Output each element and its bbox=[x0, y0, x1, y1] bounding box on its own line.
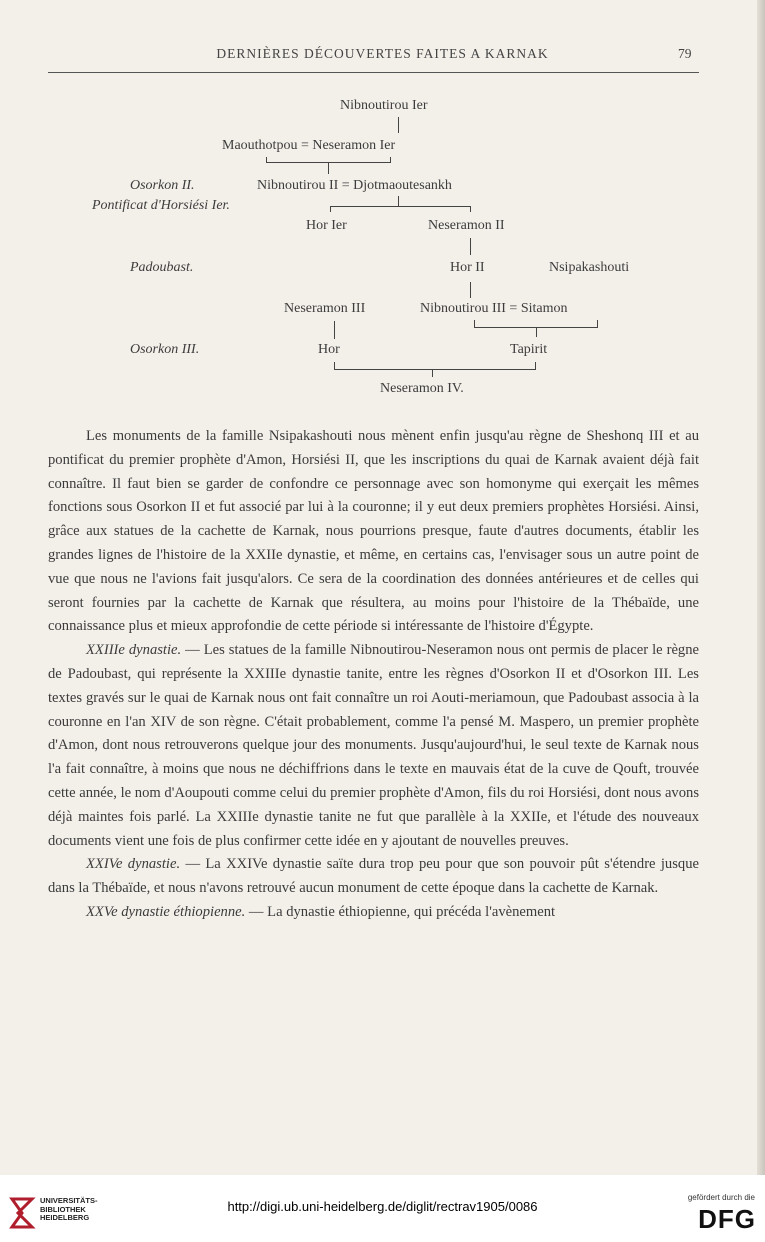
paragraph-text: Les monuments de la famille Nsipakashouti nous mènent enfin jusqu'au règne de Sheshonq III et au pontificat du premier prophète d'Amon, Horsiési II, que les inscriptions du quai de Karnak avaient déjà fait connaître. Il faut bien se garder de confondre ce personnage avec son homonyme qui exerçait les mêmes fonctions sous Osorkon II et fut associé par lui à la couronne; il y eut deux premiers prophètes Horsiési. Ainsi, grâce aux statues de la cachette de Karnak, nous pourrions presque, faute d'autres documents, établir les grandes lignes de l'histoire de la XXIIe dynastie, et même, en certains cas, l'envisager sous un autre point de vue que nous ne l'avions fait jusqu'alors. Ce sera de la coordination des données antérieures et de celles qui seront fournies par la cachette de Karnak que résultera, au moins pour l'histoire de la Thébaïde, une connaissance plus et mieux approfondie de cette période si intéressante de l'histoire d'Égypte. bbox=[48, 428, 699, 635]
tree-line bbox=[334, 369, 536, 370]
tree-line bbox=[334, 362, 335, 369]
tree-line bbox=[398, 196, 399, 206]
paragraph-text: — La XXIVe dynastie saïte dura trop peu pour que son pouvoir pût s'étendre jusque dans la Thébaïde, et nous n'avons retrouvé aucun monument de cette époque dans la cachette de Karnak. bbox=[48, 856, 699, 897]
gen8-name: Neseramon IV. bbox=[380, 381, 464, 396]
running-header: DERNIÈRES DÉCOUVERTES FAITES A KARNAK bbox=[216, 46, 549, 61]
tree-line bbox=[470, 282, 471, 298]
tree-line bbox=[470, 238, 471, 255]
tree-line bbox=[597, 320, 598, 327]
tree-line bbox=[535, 362, 536, 369]
paragraph-text: — Les statues de la famille Nibnoutirou-Neseramon nous ont permis de placer le règne de Padoubast, qui représente la XXIIIe dynastie tanite, entre les règnes d'Osorkon II et d'Osorkon III. Les textes gravés sur le quai de Karnak nous ont fait connaître un roi Aouti-meriamoun, que Padoubast associa à la couronne en l'an XIV de son règne. C'était probablement, comme l'a pensé M. Maspero, un premier prophète d'Amon, dont nous retrouverons quelque jour des monuments. Jusqu'aujourd'hui, le seul texte de Karnak nous l'a fait connaître, à moins que nous ne déchiffrions dans le texte en mauvais état de la cuve de Qouft, trouvée cette année, le nom d'Aoupouti comme celui du premier prophète d'Amon, fils du roi Horsiési, dont nous avons déjà maintes fois parlé. La XXIIIe dynastie tanite ne fut que parallèle à la XXIIe, et l'étude des nouveaux documents vient une fois de plus confirmer cette idée en y ajoutant de nouvelles preuves. bbox=[48, 642, 699, 849]
tree-line bbox=[536, 327, 537, 337]
paragraph-lead: XXVe dynastie éthiopienne. bbox=[86, 903, 246, 920]
dfg-logo: DFG bbox=[698, 1204, 756, 1234]
paragraph-lead: XXIIIe dynastie. bbox=[86, 642, 182, 659]
gen7-right-name: Tapirit bbox=[510, 342, 548, 357]
gen2-name: Maouthotpou = Neseramon Ier bbox=[222, 138, 396, 153]
gen4-right-name: Neseramon II bbox=[428, 218, 505, 233]
funding-note: gefördert durch die bbox=[687, 1193, 755, 1202]
label-osorkon-iii: Osorkon III. bbox=[130, 342, 200, 357]
gen6-left-name: Neseramon III bbox=[284, 301, 366, 316]
page-number: 79 bbox=[678, 46, 692, 61]
tree-line bbox=[334, 321, 335, 339]
paragraph bbox=[48, 853, 699, 901]
tree-line bbox=[470, 206, 471, 212]
paragraph-lead: XXIVe dynastie. bbox=[86, 856, 181, 873]
gen4-left-name: Hor Ier bbox=[306, 218, 347, 233]
page-edge bbox=[757, 0, 765, 1175]
footer bbox=[0, 1175, 765, 1242]
tree-line bbox=[328, 162, 329, 174]
library-line: UNIVERSITÄTS- bbox=[40, 1196, 98, 1205]
gen7-left-name: Hor bbox=[318, 342, 340, 357]
body-text bbox=[48, 425, 699, 925]
header-rule bbox=[48, 72, 699, 73]
gen6-right-name: Nibnoutirou III = Sitamon bbox=[420, 301, 568, 316]
paragraph bbox=[48, 639, 699, 853]
tree-line bbox=[330, 206, 331, 212]
label-osorkon-ii: Osorkon II. bbox=[130, 178, 195, 193]
digital-object-link[interactable]: http://digi.ub.uni-heidelberg.de/diglit/rectrav1905/0086 bbox=[227, 1199, 538, 1214]
library-line: BIBLIOTHEK bbox=[40, 1204, 86, 1214]
gen5-right-name: Nsipakashouti bbox=[549, 260, 630, 275]
paragraph bbox=[48, 425, 699, 639]
gen1-name: Nibnoutirou Ier bbox=[340, 98, 428, 113]
tree-line bbox=[398, 117, 399, 133]
library-line: HEIDELBERG bbox=[40, 1213, 90, 1222]
paragraph-text: — La dynastie éthiopienne, qui précéda l'avènement bbox=[245, 903, 556, 920]
label-pontificat: Pontificat d'Horsiési Ier. bbox=[92, 198, 230, 213]
paragraph bbox=[48, 901, 699, 925]
tree-line bbox=[432, 369, 433, 377]
tree-line bbox=[474, 320, 475, 327]
gen3-name: Nibnoutirou II = Djotmaoutesankh bbox=[257, 178, 452, 193]
tree-line bbox=[330, 206, 471, 207]
label-padoubast: Padoubast. bbox=[130, 260, 194, 275]
gen5-left-name: Hor II bbox=[450, 260, 485, 275]
